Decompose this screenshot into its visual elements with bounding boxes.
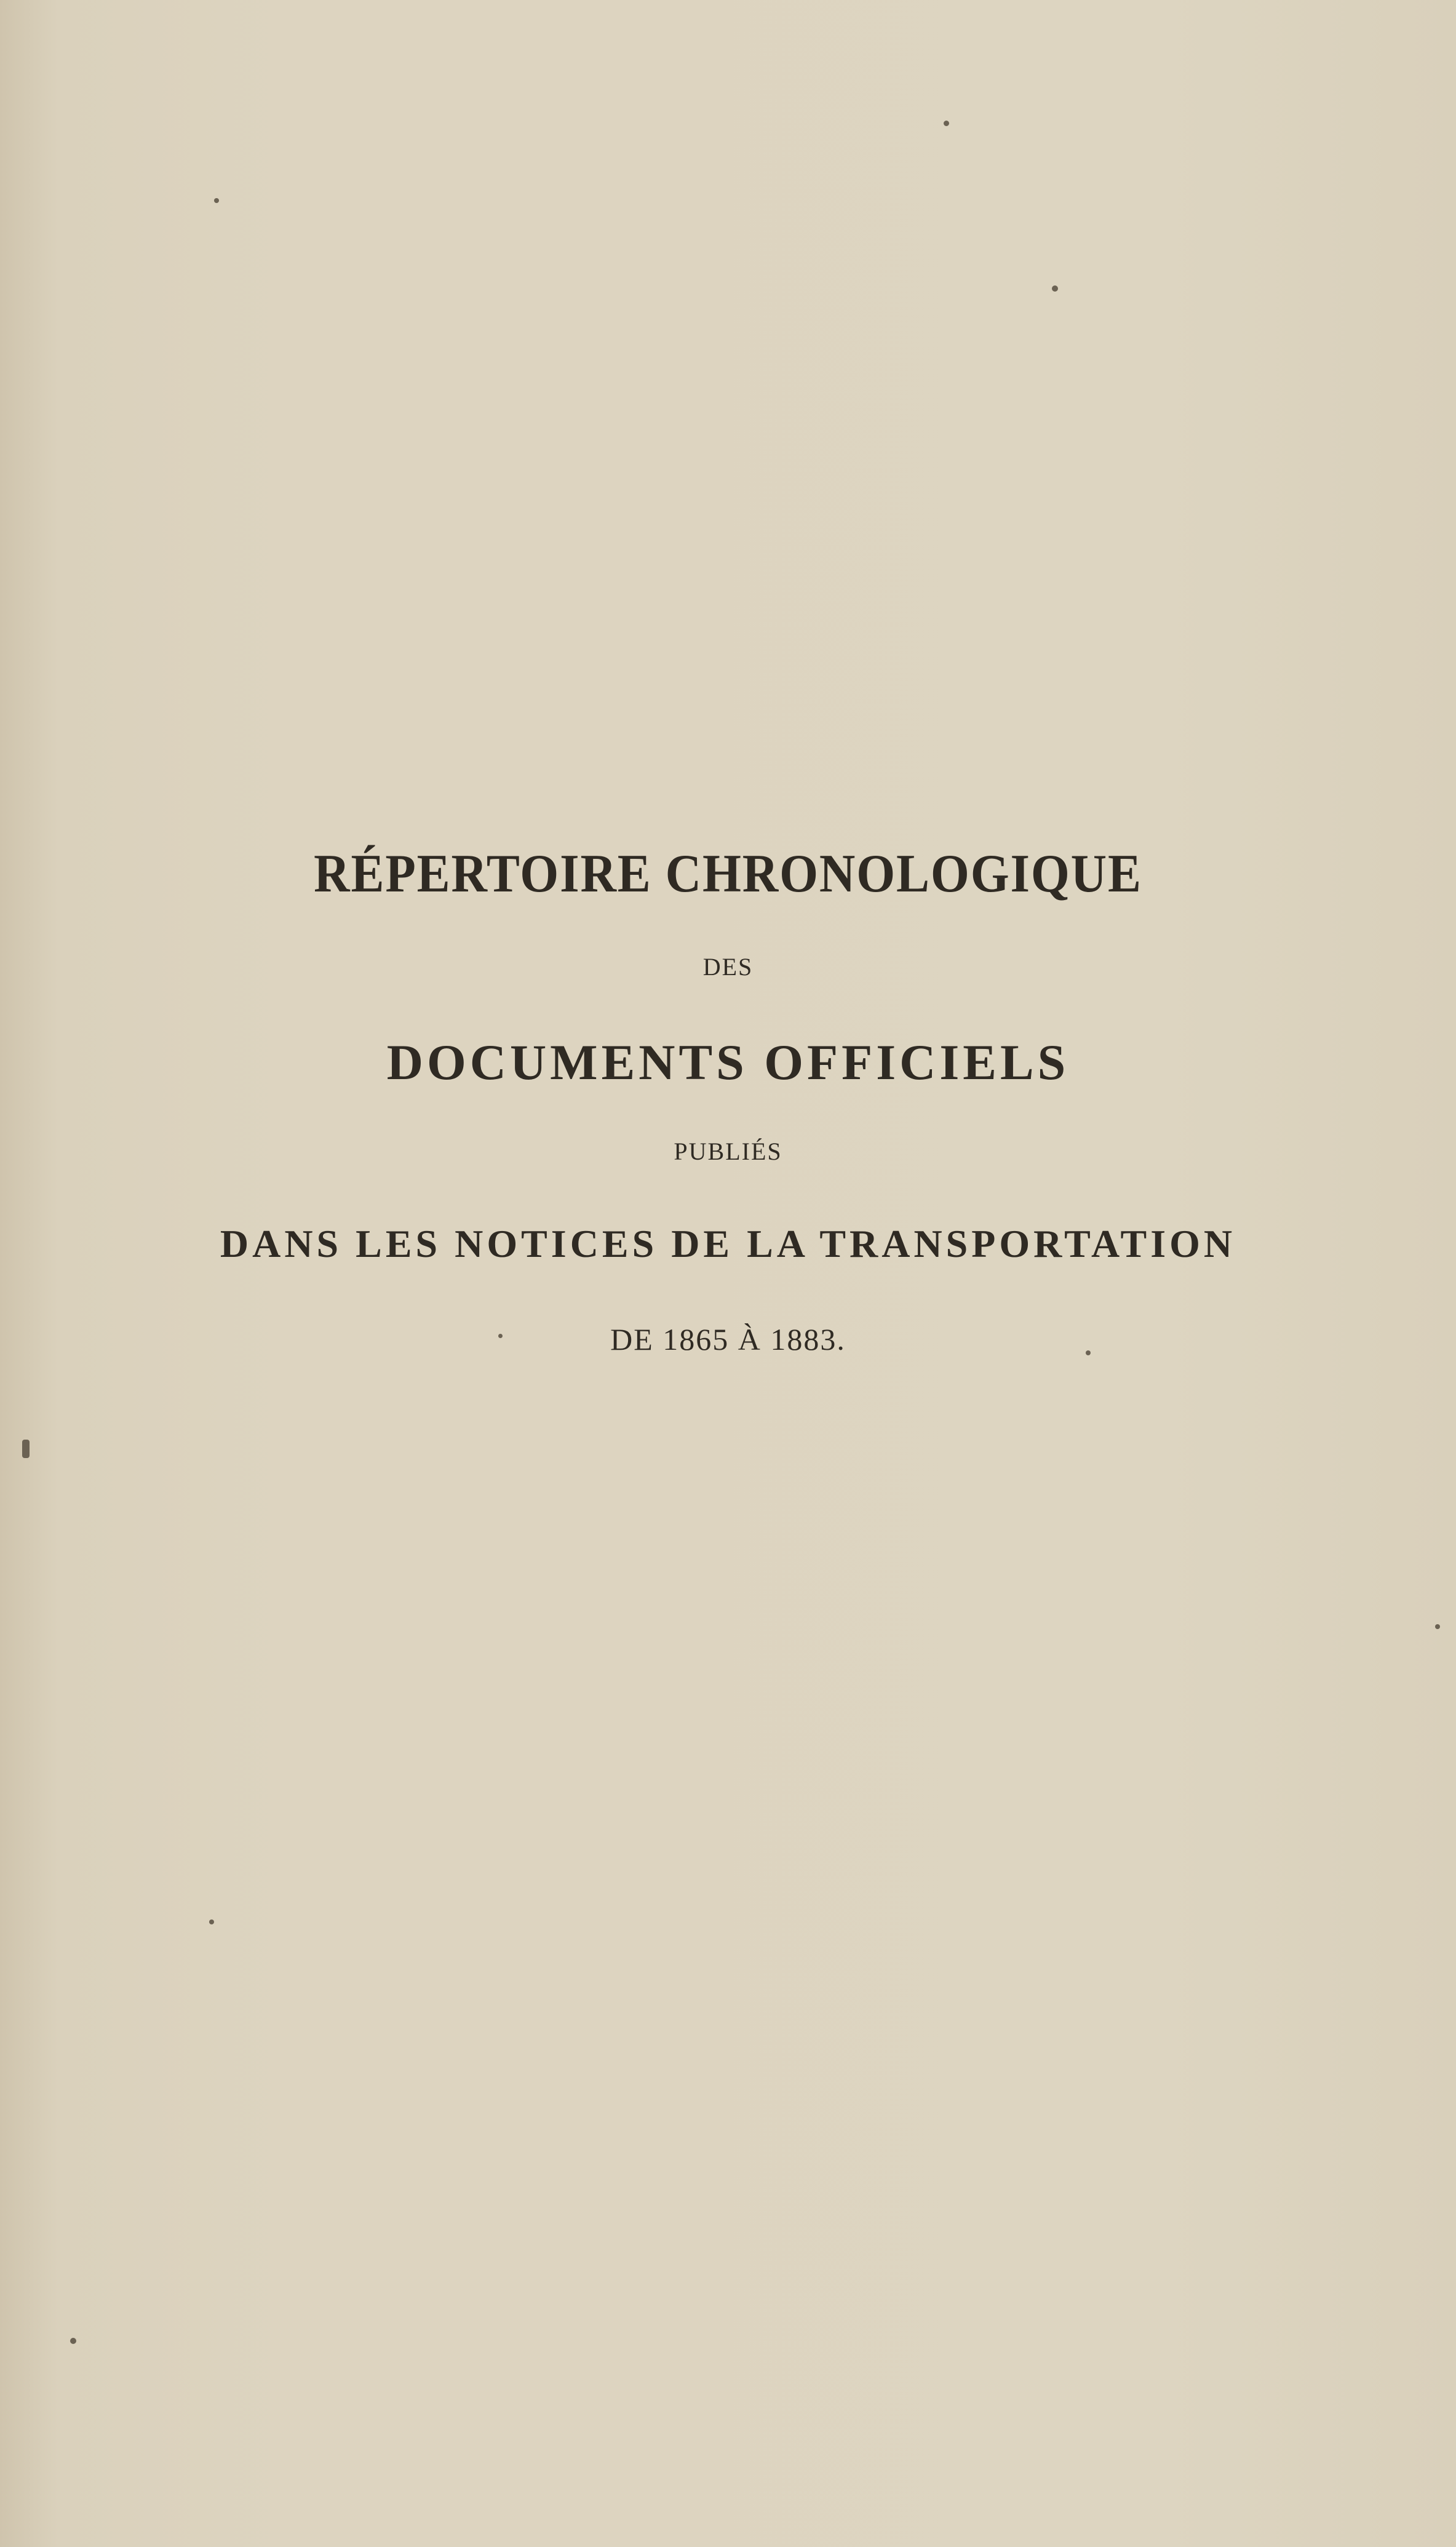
main-title: RÉPERTOIRE CHRONOLOGIQUE <box>314 844 1142 904</box>
paper-speck <box>1086 1350 1091 1355</box>
paper-speck <box>214 198 219 203</box>
paper-speck <box>944 121 949 126</box>
show-through-title <box>0 381 1456 441</box>
paper-speck <box>209 1919 214 1924</box>
paper-speck <box>22 1440 30 1458</box>
documents-heading: DOCUMENTS OFFICIELS <box>386 1034 1070 1090</box>
paper-speck <box>498 1334 503 1338</box>
paper-speck <box>1435 1624 1440 1629</box>
paper-speck <box>1052 285 1058 292</box>
date-range: DE 1865 À 1883. <box>610 1322 846 1357</box>
connector-publies: PUBLIÉS <box>674 1138 782 1165</box>
paper-speck <box>70 2338 76 2344</box>
connector-des: DES <box>702 953 754 981</box>
notices-heading: DANS LES NOTICES DE LA TRANSPORTATION <box>220 1222 1236 1266</box>
